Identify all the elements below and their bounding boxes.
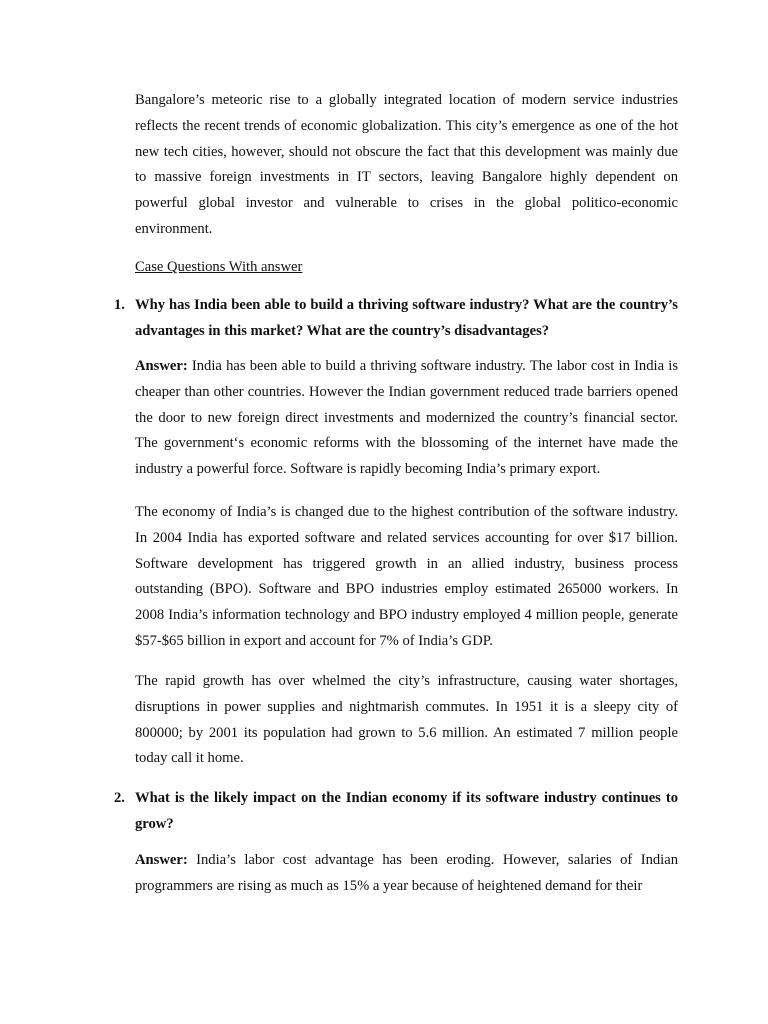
body-paragraph: The economy of India’s is changed due to the highest contribution of the software industry. In 2004 India has exported software and related services accounting for over $17 billion. Software development has triggered growth in an allied industry, business process outstanding (BPO). Software and BPO industries employ estimated 265000 workers. In 2008 India’s information technology and BPO industry employed 4 million people, generate $57-$65 billion in export and account for 7% of India’s GDP.	[135, 504, 678, 649]
question-text: What is the likely impact on the Indian economy if its software industry continues to grow?	[135, 790, 678, 832]
answer-label: Answer:	[135, 358, 188, 374]
section-heading: Case Questions With answer	[135, 259, 303, 275]
answer-text: India has been able to build a thriving software industry. The labor cost in India is cheaper than other countries. However the Indian government reduced trade barriers opened the door to new foreign direct investments and modernized the country’s financial sector. The government‘s economic reforms with the blossoming of the internet have made the industry a powerful force. Software is rapidly becoming India’s primary export.	[135, 358, 678, 478]
answer-label: Answer:	[135, 852, 188, 868]
answer-paragraph	[135, 354, 678, 483]
answer-paragraph	[135, 848, 678, 900]
question-text: Why has India been able to build a thriving software industry? What are the country’s advantages in this market? What are the country’s disadvantages?	[135, 297, 678, 339]
answer-text: India’s labor cost advantage has been eroding. However, salaries of Indian programmers are rising as much as 15% a year because of heightened demand for their	[135, 852, 678, 894]
question-number: 1.	[114, 297, 125, 313]
question-number: 2.	[114, 790, 125, 806]
body-paragraph: The rapid growth has over whelmed the city’s infrastructure, causing water shortages, disruptions in power supplies and nightmarish commutes. In 1951 it is a sleepy city of 800000; by 2001 its population had grown to 5.6 million. An estimated 7 million people today call it home.	[135, 673, 678, 767]
intro-paragraph: Bangalore’s meteoric rise to a globally integrated location of modern service industries reflects the recent trends of economic globalization. This city’s emergence as one of the hot new tech cities, however, should not obscure the fact that this development was mainly due to massive foreign investments in IT sectors, leaving Bangalore highly dependent on powerful global investor and vulnerable to crises in the global politico-economic environment.	[135, 92, 678, 237]
